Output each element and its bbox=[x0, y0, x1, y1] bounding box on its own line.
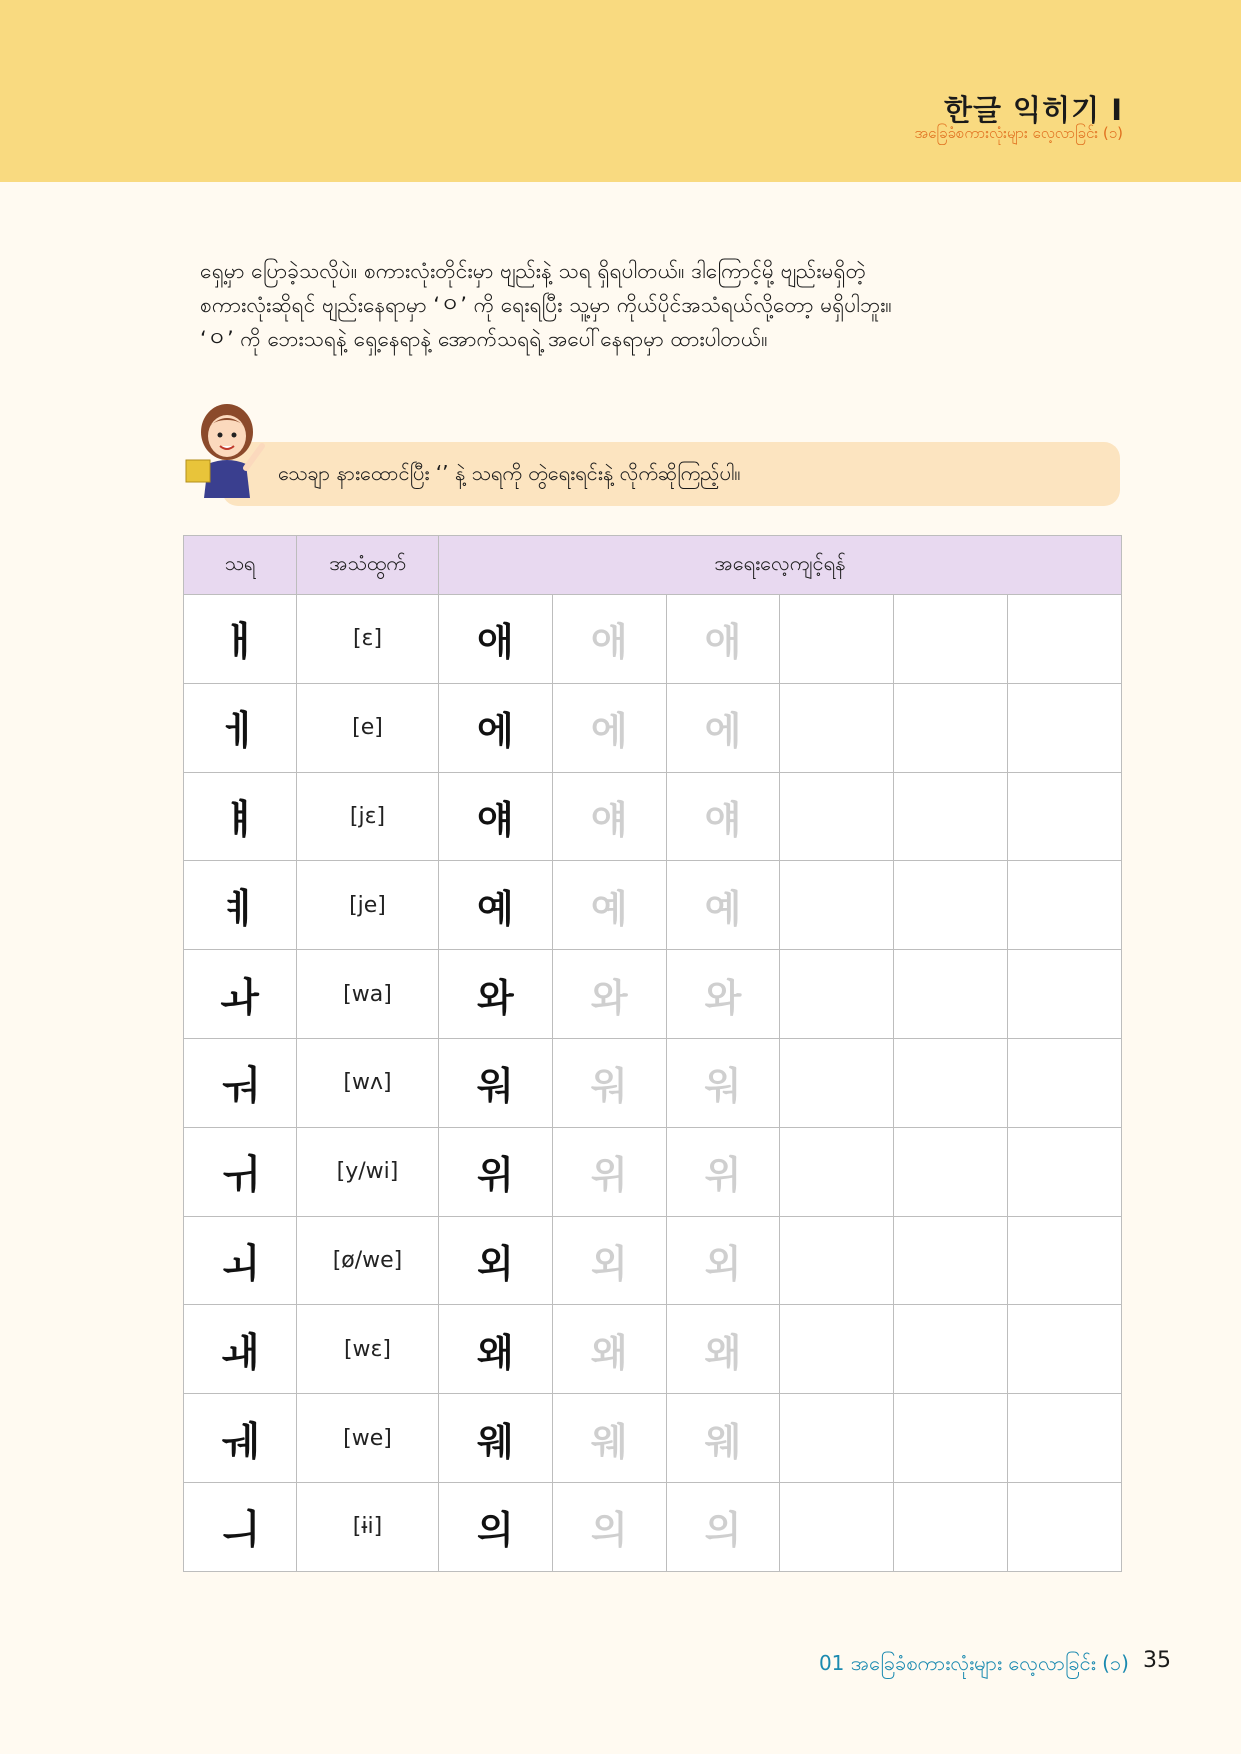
syllable-cell: 예 bbox=[439, 861, 553, 950]
trace-syllable-cell: 위 bbox=[666, 1127, 780, 1216]
blank-writing-cell[interactable] bbox=[894, 772, 1008, 861]
vowel-cell: ㅚ bbox=[184, 1216, 297, 1305]
pronunciation-cell: [ɛ] bbox=[297, 595, 439, 684]
blank-writing-cell[interactable] bbox=[1007, 1038, 1121, 1127]
vowel-cell: ㅐ bbox=[184, 595, 297, 684]
blank-writing-cell[interactable] bbox=[894, 1127, 1008, 1216]
trace-syllable-cell: 와 bbox=[666, 950, 780, 1039]
trace-syllable-cell: 의 bbox=[552, 1482, 666, 1571]
table-row bbox=[184, 1482, 1122, 1571]
pronunciation-cell: [ø/we] bbox=[297, 1216, 439, 1305]
trace-syllable-cell: 왜 bbox=[552, 1305, 666, 1394]
teacher-icon bbox=[182, 398, 272, 498]
table-row bbox=[184, 772, 1122, 861]
blank-writing-cell[interactable] bbox=[780, 861, 894, 950]
blank-writing-cell[interactable] bbox=[894, 1394, 1008, 1483]
trace-syllable-cell: 외 bbox=[666, 1216, 780, 1305]
vowel-cell: ㅖ bbox=[184, 861, 297, 950]
blank-writing-cell[interactable] bbox=[1007, 1127, 1121, 1216]
vowel-cell: ㅞ bbox=[184, 1394, 297, 1483]
blank-writing-cell[interactable] bbox=[894, 1305, 1008, 1394]
blank-writing-cell[interactable] bbox=[780, 683, 894, 772]
table-row bbox=[184, 1394, 1122, 1483]
blank-writing-cell[interactable] bbox=[780, 1216, 894, 1305]
blank-writing-cell[interactable] bbox=[780, 950, 894, 1039]
trace-syllable-cell: 와 bbox=[552, 950, 666, 1039]
table-header-row bbox=[184, 536, 1122, 595]
vowel-cell: ㅔ bbox=[184, 683, 297, 772]
blank-writing-cell[interactable] bbox=[894, 1482, 1008, 1571]
blank-writing-cell[interactable] bbox=[894, 950, 1008, 1039]
instruction-banner bbox=[182, 398, 1122, 508]
intro-line: ‘ㅇ’ ကို ဘေးသရနဲ့ ရှေ့နေရာနဲ့ အောက်သရရဲ့ အပေါ်နေရာမှာ ထားပါတယ်။ bbox=[200, 327, 768, 351]
trace-syllable-cell: 의 bbox=[666, 1482, 780, 1571]
table-row bbox=[184, 683, 1122, 772]
table-row bbox=[184, 595, 1122, 684]
blank-writing-cell[interactable] bbox=[780, 772, 894, 861]
blank-writing-cell[interactable] bbox=[1007, 861, 1121, 950]
syllable-cell: 웨 bbox=[439, 1394, 553, 1483]
trace-syllable-cell: 웨 bbox=[666, 1394, 780, 1483]
vowel-cell: ㅢ bbox=[184, 1482, 297, 1571]
table-row bbox=[184, 1038, 1122, 1127]
blank-writing-cell[interactable] bbox=[894, 861, 1008, 950]
syllable-cell: 왜 bbox=[439, 1305, 553, 1394]
trace-syllable-cell: 외 bbox=[552, 1216, 666, 1305]
trace-syllable-cell: 애 bbox=[552, 595, 666, 684]
syllable-cell: 워 bbox=[439, 1038, 553, 1127]
pronunciation-cell: [je] bbox=[297, 861, 439, 950]
trace-syllable-cell: 에 bbox=[666, 683, 780, 772]
pronunciation-cell: [we] bbox=[297, 1394, 439, 1483]
trace-syllable-cell: 웨 bbox=[552, 1394, 666, 1483]
blank-writing-cell[interactable] bbox=[894, 683, 1008, 772]
blank-writing-cell[interactable] bbox=[894, 1038, 1008, 1127]
vowel-practice-table bbox=[183, 535, 1122, 1572]
trace-syllable-cell: 위 bbox=[552, 1127, 666, 1216]
syllable-cell: 애 bbox=[439, 595, 553, 684]
trace-syllable-cell: 예 bbox=[552, 861, 666, 950]
trace-syllable-cell: 애 bbox=[666, 595, 780, 684]
table-row bbox=[184, 1127, 1122, 1216]
syllable-cell: 위 bbox=[439, 1127, 553, 1216]
trace-syllable-cell: 얘 bbox=[666, 772, 780, 861]
trace-syllable-cell: 왜 bbox=[666, 1305, 780, 1394]
vowel-cell: ㅟ bbox=[184, 1127, 297, 1216]
pronunciation-cell: [wɛ] bbox=[297, 1305, 439, 1394]
syllable-cell: 에 bbox=[439, 683, 553, 772]
blank-writing-cell[interactable] bbox=[780, 1394, 894, 1483]
pronunciation-cell: [y/wi] bbox=[297, 1127, 439, 1216]
syllable-cell: 의 bbox=[439, 1482, 553, 1571]
intro-paragraph bbox=[200, 254, 1060, 356]
pronunciation-cell: [wa] bbox=[297, 950, 439, 1039]
blank-writing-cell[interactable] bbox=[894, 595, 1008, 684]
pronunciation-cell: [ɨi] bbox=[297, 1482, 439, 1571]
header-practice: အရေးလေ့ကျင့်ရန် bbox=[439, 536, 1122, 595]
blank-writing-cell[interactable] bbox=[1007, 595, 1121, 684]
blank-writing-cell[interactable] bbox=[1007, 1216, 1121, 1305]
blank-writing-cell[interactable] bbox=[1007, 1305, 1121, 1394]
page-title: 한글 익히기 I bbox=[943, 93, 1123, 127]
trace-syllable-cell: 얘 bbox=[552, 772, 666, 861]
table-row bbox=[184, 861, 1122, 950]
table-row bbox=[184, 1305, 1122, 1394]
trace-syllable-cell: 워 bbox=[666, 1038, 780, 1127]
header-vowel: သရ bbox=[184, 536, 297, 595]
syllable-cell: 외 bbox=[439, 1216, 553, 1305]
footer-chapter: 01 အခြေခံစကားလုံးများ လေ့လာခြင်း (၁) bbox=[818, 1651, 1129, 1675]
table-row bbox=[184, 1216, 1122, 1305]
instruction-text: သေချာ နားထောင်ပြီး ‘’ နဲ့ သရကို တွဲရေးရင်းနဲ့ လိုက်ဆိုကြည့်ပါ။ bbox=[278, 461, 741, 485]
syllable-cell: 얘 bbox=[439, 772, 553, 861]
trace-syllable-cell: 예 bbox=[666, 861, 780, 950]
blank-writing-cell[interactable] bbox=[894, 1216, 1008, 1305]
intro-line: ရှေ့မှာ ပြောခဲ့သလိုပဲ။ စကားလုံးတိုင်းမှာ ဗျည်းနဲ့ သရ ရှိရပါတယ်။ ဒါကြောင့်မို့ ဗျည်းမရှိတဲ့ bbox=[200, 259, 867, 283]
page-number: 35 bbox=[1143, 1648, 1171, 1673]
trace-syllable-cell: 에 bbox=[552, 683, 666, 772]
blank-writing-cell[interactable] bbox=[1007, 1482, 1121, 1571]
blank-writing-cell[interactable] bbox=[780, 1305, 894, 1394]
header-sound: အသံထွက် bbox=[297, 536, 439, 595]
pronunciation-cell: [e] bbox=[297, 683, 439, 772]
trace-syllable-cell: 워 bbox=[552, 1038, 666, 1127]
blank-writing-cell[interactable] bbox=[780, 595, 894, 684]
syllable-cell: 와 bbox=[439, 950, 553, 1039]
blank-writing-cell[interactable] bbox=[780, 1127, 894, 1216]
vowel-cell: ㅝ bbox=[184, 1038, 297, 1127]
pronunciation-cell: [wʌ] bbox=[297, 1038, 439, 1127]
blank-writing-cell[interactable] bbox=[780, 1482, 894, 1571]
vowel-cell: ㅒ bbox=[184, 772, 297, 861]
pronunciation-cell: [jɛ] bbox=[297, 772, 439, 861]
table-row bbox=[184, 950, 1122, 1039]
blank-writing-cell[interactable] bbox=[1007, 950, 1121, 1039]
vowel-cell: ㅘ bbox=[184, 950, 297, 1039]
vowel-cell: ㅙ bbox=[184, 1305, 297, 1394]
blank-writing-cell[interactable] bbox=[1007, 683, 1121, 772]
page-subtitle: အခြေခံစကားလုံးများ လေ့လာခြင်း (၁) bbox=[914, 124, 1123, 142]
blank-writing-cell[interactable] bbox=[1007, 1394, 1121, 1483]
blank-writing-cell[interactable] bbox=[1007, 772, 1121, 861]
intro-line: စကားလုံးဆိုရင် ဗျည်းနေရာမှာ ‘ㅇ’ ကို ရေးရပြီး သူ့မှာ ကိုယ်ပိုင်အသံရယ်လို့တော့ မရှိပါဘူး။ bbox=[200, 293, 892, 317]
blank-writing-cell[interactable] bbox=[780, 1038, 894, 1127]
